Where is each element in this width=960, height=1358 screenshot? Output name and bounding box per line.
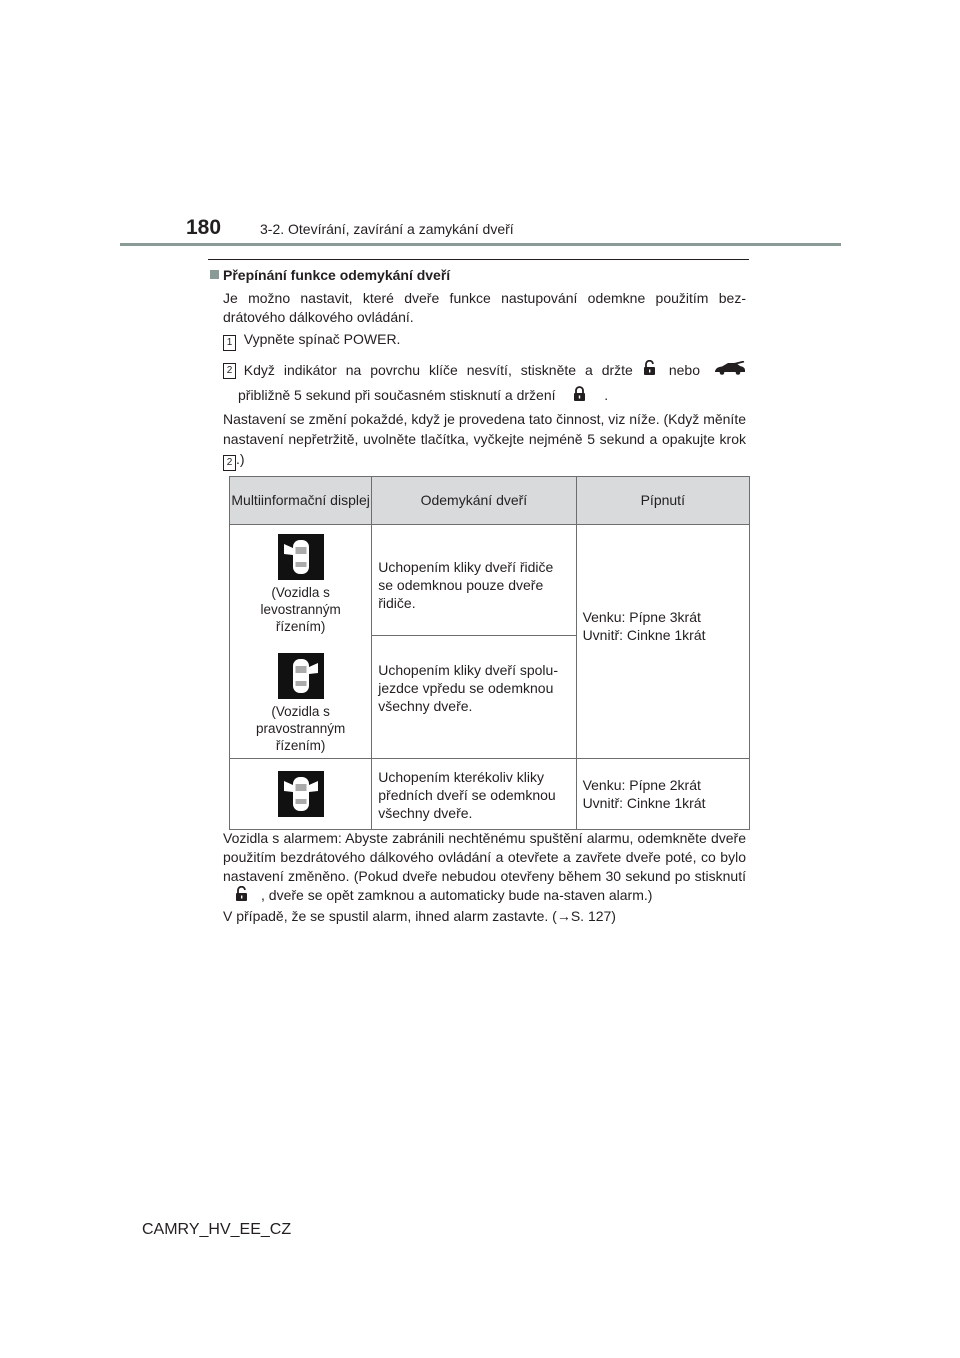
beep-inside: Uvnitř: Cinkne 1krát [582, 795, 706, 811]
unlock-icon [235, 886, 249, 907]
unlock-cell: Uchopením kliky dveří řidiče se odemknou pouze dveře řidiče. [372, 525, 576, 636]
chapter-title: 3-2. Otevírání, zavírání a zamykání dveří [260, 221, 514, 237]
car-door-display-icon [278, 534, 324, 580]
table-header-row [230, 477, 750, 525]
column-header-beep: Pípnutí [576, 477, 749, 525]
unlock-icon [643, 360, 657, 381]
step-reference: 2 [223, 455, 236, 471]
step-2: 2 Když indikátor na povrchu klíče nesvítí, stiskněte a držte nebo přibližně 5 sekund při současném stisknutí a držení . [223, 360, 746, 407]
table-row [230, 525, 750, 636]
page-reference-link[interactable]: →S. 127) [556, 908, 616, 924]
beep-inside: Uvnitř: Cinkne 1krát [582, 626, 706, 643]
caption-rhd: (Vozidla s pravostranným řízením) [255, 704, 346, 753]
note-text: Nastavení se změní pokaždé, když je provedena tato činnost, viz níže. (Když měníte nastavení nepřetržitě, uvolněte tlačítka, vyčkejte nejméně 5 sekund a opakujte krok 2 .) [223, 409, 746, 471]
section-bullet [210, 270, 219, 279]
column-header-display: Multiinformační displej [230, 477, 372, 525]
lock-icon [573, 386, 586, 407]
car-door-display-icon [278, 771, 324, 817]
step-2-text-b: přibližně 5 sekund při současném stisknutí a držení [238, 387, 556, 404]
column-header-unlock: Odemykání dveří [372, 477, 576, 525]
unlock-settings-table [229, 476, 750, 830]
step-2-text-a: Když indikátor na povrchu klíče nesvítí, stiskněte a držte [243, 362, 633, 378]
section-rule [208, 259, 749, 260]
section-title: Přepínání funkce odemykání dveří [210, 267, 450, 283]
trunk-icon [714, 361, 746, 380]
alarm-note: Vozidla s alarmem: Abyste zabránili nechtěnému spuštění alarmu, odemkněte dveře použitím bezdrátového dálkového ovládání a otevřete a zavřete dveře poté, co bylo nastavení změněno. (Pokud dveře nebudou otevřeny během 30 sekund po stisknutí , dveře se opět zamknou a automaticky bude na-staven alarm.) V případě, že se spustil alarm, ihned alarm zastavte. (→S. 127) [223, 830, 746, 924]
unlock-cell: Uchopením kliky dveří spolu-jezdce vpředu se odemknou všechny dveře. [372, 636, 576, 759]
beep-outside: Venku: Pípne 3krát [582, 608, 701, 625]
beep-outside: Venku: Pípne 2krát [582, 777, 701, 793]
car-door-display-icon [278, 653, 324, 699]
document-code: CAMRY_HV_EE_CZ [142, 1221, 292, 1238]
header-rule [120, 243, 841, 246]
display-cell [230, 525, 372, 759]
beep-cell [576, 759, 749, 830]
step-1 [223, 330, 746, 351]
intro-text: Je možno nastavit, které dveře funkce nastupování odemkne použitím bez-drátového dálkového ovládání. [223, 290, 746, 325]
step-1-text: Vypněte spínač POWER. [243, 331, 401, 347]
step-number: 2 [223, 363, 236, 379]
display-cell [230, 759, 372, 830]
unlock-cell: Uchopením kterékoliv kliky předních dveří se odemknou všechny dveře. [372, 759, 576, 830]
step-2-or: nebo [668, 362, 700, 378]
caption-lhd: (Vozidla s levostranným řízením) [260, 585, 341, 634]
step-number: 1 [223, 335, 236, 351]
page-number: 180 [186, 216, 222, 239]
beep-cell [576, 525, 749, 759]
table-row [230, 759, 750, 830]
